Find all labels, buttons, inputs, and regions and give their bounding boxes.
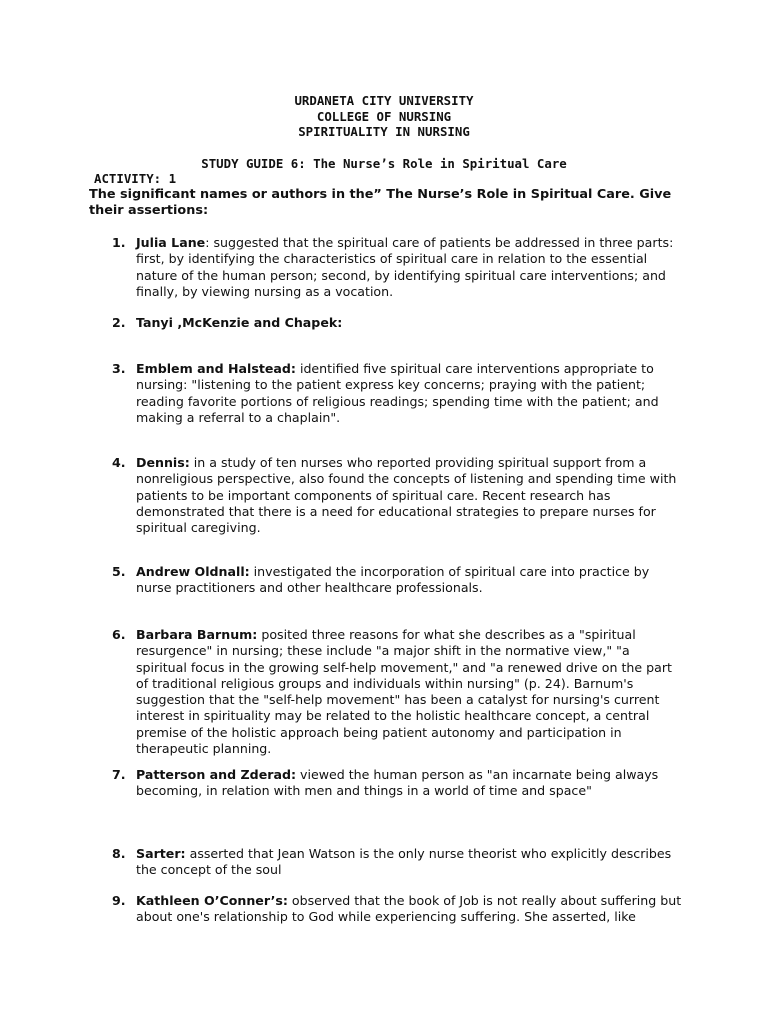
item-number: 8. — [112, 846, 126, 861]
assertion-text: : suggested that the spiritual care of patients be addressed in three parts: first, by identifying the characteristics of spiritual care in relation to the essential nature of the human person; second, by identifying spiritual care interventions; and finally, by viewing nursing as a vocation. — [136, 235, 674, 299]
instruction-text: The significant names or authors in the” The Nurse’s Role in Spiritual Care. Give their assertions: — [89, 187, 672, 218]
list-item — [112, 767, 682, 800]
study-guide-title: STUDY GUIDE 6: The Nurse’s Role in Spiritual Care — [201, 156, 567, 171]
author-name: Kathleen O’Conner’s: — [136, 893, 288, 908]
assertion-text: asserted that Jean Watson is the only nurse theorist who explicitly describes the concept of the soul — [136, 846, 672, 878]
author-name: Patterson and Zderad: — [136, 767, 296, 782]
item-number: 4. — [112, 455, 126, 470]
item-number: 5. — [112, 564, 126, 579]
assertion-text: identified five spiritual care interventions appropriate to nursing: "listening to the patient express key concerns; praying with the patient; reading favorite portions of religious readings; spending time with the patient; and making a referral to a chaplain". — [136, 361, 659, 425]
assertion-text: in a study of ten nurses who reported providing spiritual support from a nonreligious perspective, also found the concepts of listening and spending time with patients to be important components of spiritual care. Recent research has demonstrated that there is a need for educational strategies to prepare nurses for spiritual caregiving. — [136, 455, 677, 536]
assertion-text: observed that the book of Job is not really about suffering but about one's relationship to God while experiencing suffering. She asserted, like — [136, 893, 682, 925]
list-item — [112, 235, 682, 300]
list-item — [112, 627, 682, 757]
author-name: Barbara Barnum: — [136, 627, 258, 642]
author-name: Tanyi ,McKenzie and Chapek: — [136, 315, 343, 330]
list-item — [112, 455, 682, 536]
item-number: 7. — [112, 767, 126, 782]
item-number: 1. — [112, 235, 126, 250]
assertion-text: posited three reasons for what she describes as a "spiritual resurgence" in nursing; these include "a major shift in the normative view," "a spiritual focus in the growing self-help movement," and "a renewed drive on the part of traditional religious groups and individuals within nursing" (p. 24). Barnum's suggestion that the "self-help movement" has been a catalyst for nursing's current interest in spirituality may be related to the holistic healthcare concept, a central premise of the holistic approach being patient autonomy and participation in therapeutic planning. — [136, 627, 672, 757]
item-number: 6. — [112, 627, 126, 642]
document-header — [0, 93, 768, 140]
item-number: 2. — [112, 315, 126, 330]
author-name: Julia Lane — [136, 235, 206, 250]
item-number: 3. — [112, 361, 126, 376]
list-item — [112, 315, 682, 331]
list-item — [112, 893, 682, 926]
list-item — [112, 846, 682, 879]
author-name: Emblem and Halstead: — [136, 361, 296, 376]
assertion-text: investigated the incorporation of spiritual care into practice by nurse practitioners and other healthcare professionals. — [136, 564, 650, 596]
college-name: COLLEGE OF NURSING — [316, 108, 452, 124]
list-item — [112, 564, 682, 597]
course-name: SPIRITUALITY IN NURSING — [298, 124, 470, 140]
university-name: URDANETA CITY UNIVERSITY — [294, 93, 474, 108]
author-name: Dennis: — [136, 455, 190, 470]
list-item — [112, 361, 682, 426]
author-name: Sarter: — [136, 846, 186, 861]
activity-label: ACTIVITY: 1 — [94, 171, 177, 186]
assertion-text: viewed the human person as "an incarnate being always becoming, in relation with men and things in a world of time and space" — [136, 767, 659, 799]
author-name: Andrew Oldnall: — [136, 564, 250, 579]
item-number: 9. — [112, 893, 126, 908]
